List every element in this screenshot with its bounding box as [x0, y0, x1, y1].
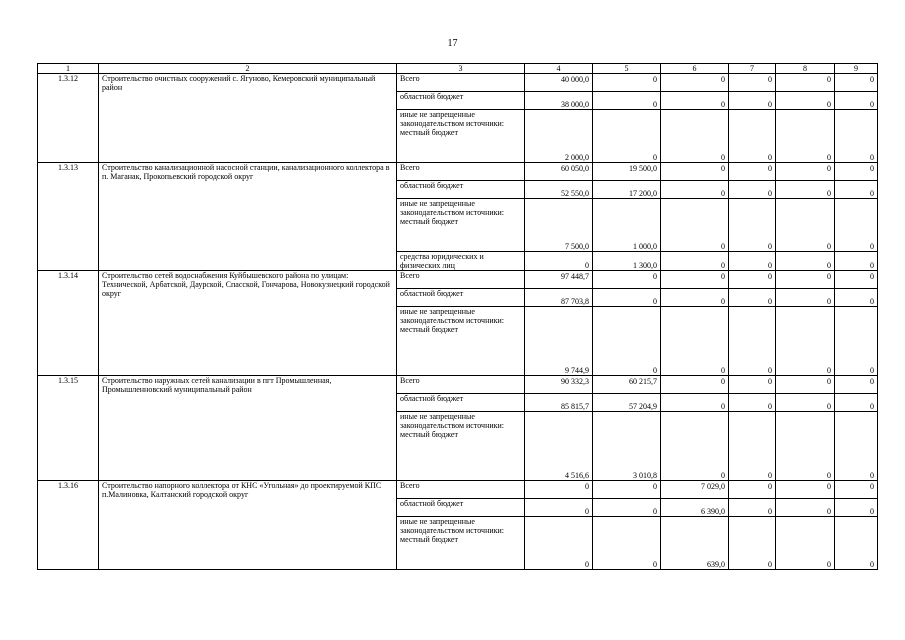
funding-source: иные не запрещенные законодательством источники: местный бюджет — [397, 517, 525, 570]
amount-cell: 90 332,3 — [525, 376, 593, 394]
amount-cell: 0 — [776, 412, 835, 481]
table-row — [38, 74, 878, 92]
column-number: 1 — [38, 64, 99, 74]
amount-cell: 0 — [729, 289, 776, 307]
amount-cell: 0 — [729, 376, 776, 394]
project-name: Строительство канализационной насосной станции, канализационного коллектора в п. Маганак, Прокопьевский городской округ — [99, 163, 397, 271]
project-name: Строительство сетей водоснабжения Куйбышевского района по улицам: Технической, Арбатской, Даурской, Спасской, Гончарова, Новокузнецкий городской округ — [99, 271, 397, 376]
amount-cell: 9 744,9 — [525, 307, 593, 376]
funding-source: Всего — [397, 74, 525, 92]
amount-cell: 6 390,0 — [661, 499, 729, 517]
table-row — [38, 376, 878, 394]
amount-cell: 0 — [729, 74, 776, 92]
amount-cell: 0 — [776, 517, 835, 570]
amount-cell: 0 — [835, 307, 878, 376]
amount-cell: 0 — [835, 74, 878, 92]
funding-source: областной бюджет — [397, 92, 525, 110]
amount-cell: 0 — [776, 252, 835, 271]
amount-cell: 0 — [661, 394, 729, 412]
funding-source: Всего — [397, 271, 525, 289]
amount-cell: 3 010,8 — [593, 412, 661, 481]
table-row — [38, 481, 878, 499]
amount-cell: 0 — [776, 271, 835, 289]
amount-cell: 19 500,0 — [593, 163, 661, 181]
amount-cell: 0 — [593, 481, 661, 499]
amount-cell: 0 — [729, 92, 776, 110]
project-code: 1.3.13 — [38, 163, 99, 271]
funding-source: иные не запрещенные законодательством источники: местный бюджет — [397, 307, 525, 376]
amount-cell: 0 — [661, 199, 729, 252]
program-table — [37, 63, 878, 570]
table-row — [38, 163, 878, 181]
table-row — [38, 271, 878, 289]
funding-source: Всего — [397, 481, 525, 499]
amount-cell: 0 — [729, 412, 776, 481]
amount-cell: 0 — [729, 271, 776, 289]
funding-source: средства юридических и физических лиц — [397, 252, 525, 271]
amount-cell: 4 516,6 — [525, 412, 593, 481]
column-number: 2 — [99, 64, 397, 74]
amount-cell: 0 — [776, 181, 835, 199]
amount-cell: 0 — [835, 110, 878, 163]
funding-source: областной бюджет — [397, 289, 525, 307]
amount-cell: 0 — [661, 74, 729, 92]
project-name: Строительство очистных сооружений с. Ягуново, Кемеровский муниципальный район — [99, 74, 397, 163]
project-code: 1.3.14 — [38, 271, 99, 376]
amount-cell: 0 — [835, 181, 878, 199]
funding-source: Всего — [397, 163, 525, 181]
amount-cell: 0 — [776, 481, 835, 499]
amount-cell: 0 — [835, 163, 878, 181]
amount-cell: 0 — [776, 92, 835, 110]
amount-cell: 0 — [661, 376, 729, 394]
amount-cell: 0 — [593, 271, 661, 289]
amount-cell: 0 — [593, 289, 661, 307]
amount-cell: 0 — [661, 289, 729, 307]
amount-cell: 1 300,0 — [593, 252, 661, 271]
amount-cell: 0 — [835, 481, 878, 499]
column-number: 5 — [593, 64, 661, 74]
amount-cell: 97 448,7 — [525, 271, 593, 289]
amount-cell: 639,0 — [661, 517, 729, 570]
amount-cell: 0 — [729, 163, 776, 181]
amount-cell: 0 — [593, 92, 661, 110]
amount-cell: 0 — [661, 271, 729, 289]
funding-source: областной бюджет — [397, 181, 525, 199]
amount-cell: 0 — [525, 517, 593, 570]
amount-cell: 85 815,7 — [525, 394, 593, 412]
amount-cell: 17 200,0 — [593, 181, 661, 199]
funding-source: областной бюджет — [397, 394, 525, 412]
funding-source: иные не запрещенные законодательством источники: местный бюджет — [397, 110, 525, 163]
amount-cell: 57 204,9 — [593, 394, 661, 412]
column-number: 6 — [661, 64, 729, 74]
amount-cell: 7 029,0 — [661, 481, 729, 499]
amount-cell: 0 — [776, 199, 835, 252]
column-number: 9 — [835, 64, 878, 74]
project-code: 1.3.15 — [38, 376, 99, 481]
amount-cell: 0 — [729, 481, 776, 499]
amount-cell: 0 — [661, 92, 729, 110]
amount-cell: 40 000,0 — [525, 74, 593, 92]
amount-cell: 0 — [661, 163, 729, 181]
amount-cell: 0 — [661, 110, 729, 163]
amount-cell: 0 — [593, 74, 661, 92]
amount-cell: 0 — [776, 394, 835, 412]
amount-cell: 0 — [729, 517, 776, 570]
amount-cell: 0 — [661, 307, 729, 376]
column-number: 4 — [525, 64, 593, 74]
amount-cell: 0 — [525, 481, 593, 499]
amount-cell: 0 — [729, 499, 776, 517]
amount-cell: 0 — [776, 110, 835, 163]
amount-cell: 0 — [835, 92, 878, 110]
amount-cell: 0 — [593, 499, 661, 517]
amount-cell: 0 — [593, 110, 661, 163]
amount-cell: 87 703,8 — [525, 289, 593, 307]
amount-cell: 0 — [835, 271, 878, 289]
amount-cell: 0 — [835, 376, 878, 394]
column-number: 8 — [776, 64, 835, 74]
amount-cell: 0 — [525, 252, 593, 271]
amount-cell: 0 — [661, 181, 729, 199]
funding-source: иные не запрещенные законодательством источники: местный бюджет — [397, 412, 525, 481]
amount-cell: 0 — [835, 199, 878, 252]
amount-cell: 60 215,7 — [593, 376, 661, 394]
amount-cell: 0 — [525, 499, 593, 517]
column-number: 7 — [729, 64, 776, 74]
amount-cell: 0 — [729, 307, 776, 376]
amount-cell: 0 — [593, 307, 661, 376]
amount-cell: 0 — [729, 181, 776, 199]
page-number: 17 — [447, 38, 458, 49]
amount-cell: 0 — [835, 412, 878, 481]
amount-cell: 0 — [835, 252, 878, 271]
funding-source: областной бюджет — [397, 499, 525, 517]
project-name: Строительство напорного коллектора от КНС «Угольная» до проектируемой КПС п.Малиновка, Калтанский городской округ — [99, 481, 397, 570]
amount-cell: 38 000,0 — [525, 92, 593, 110]
column-number: 3 — [397, 64, 525, 74]
funding-source: Всего — [397, 376, 525, 394]
amount-cell: 7 500,0 — [525, 199, 593, 252]
amount-cell: 0 — [835, 394, 878, 412]
amount-cell: 0 — [661, 412, 729, 481]
amount-cell: 0 — [776, 307, 835, 376]
amount-cell: 0 — [835, 289, 878, 307]
column-numbers-row — [38, 64, 878, 74]
amount-cell: 0 — [729, 394, 776, 412]
amount-cell: 0 — [835, 499, 878, 517]
amount-cell: 0 — [776, 163, 835, 181]
amount-cell: 0 — [729, 110, 776, 163]
amount-cell: 60 050,0 — [525, 163, 593, 181]
project-code: 1.3.12 — [38, 74, 99, 163]
funding-source: иные не запрещенные законодательством источники: местный бюджет — [397, 199, 525, 252]
project-code: 1.3.16 — [38, 481, 99, 570]
amount-cell: 0 — [729, 199, 776, 252]
amount-cell: 52 550,0 — [525, 181, 593, 199]
amount-cell: 1 000,0 — [593, 199, 661, 252]
amount-cell: 2 000,0 — [525, 110, 593, 163]
project-name: Строительство наружных сетей канализации в пгт Промышленная, Промышленновский муниципальный район — [99, 376, 397, 481]
amount-cell: 0 — [776, 289, 835, 307]
amount-cell: 0 — [776, 376, 835, 394]
amount-cell: 0 — [835, 517, 878, 570]
amount-cell: 0 — [593, 517, 661, 570]
amount-cell: 0 — [776, 499, 835, 517]
amount-cell: 0 — [661, 252, 729, 271]
amount-cell: 0 — [776, 74, 835, 92]
amount-cell: 0 — [729, 252, 776, 271]
